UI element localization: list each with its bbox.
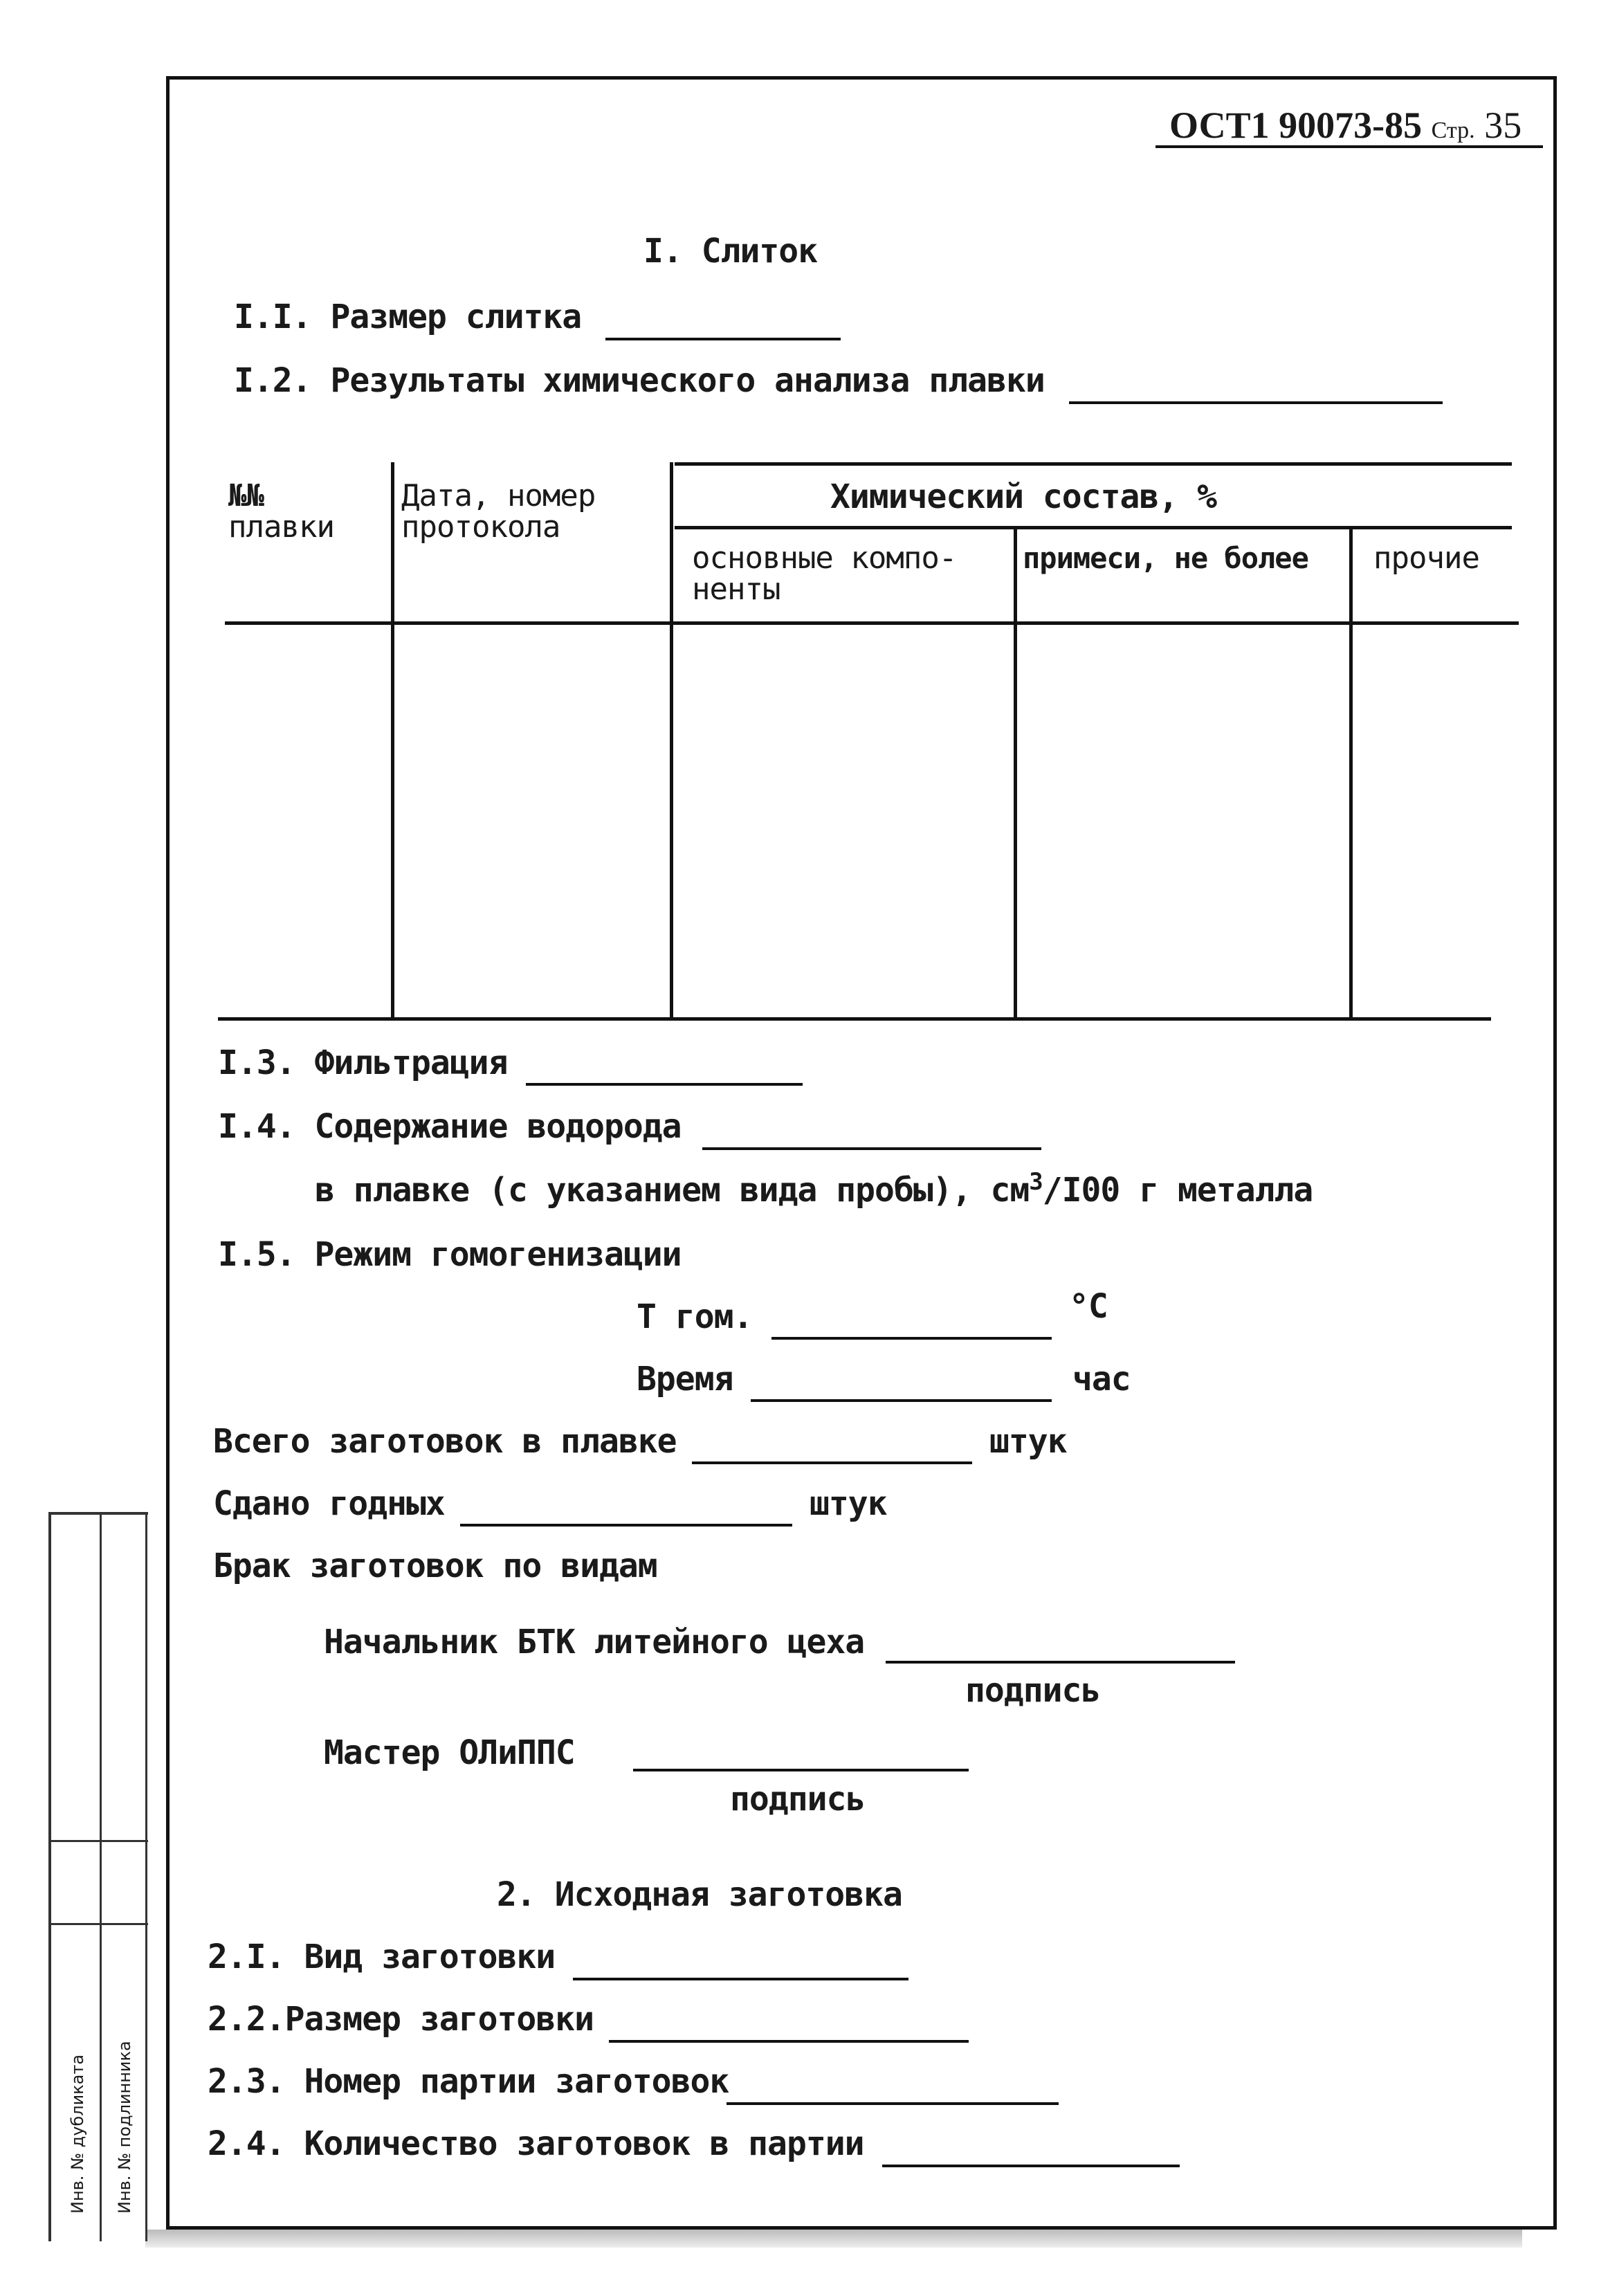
- field-1-5-label: I.5. Режим гомогенизации: [218, 1235, 682, 1274]
- field-1-4-detail: [315, 1168, 1313, 1210]
- doc-code: ОСТ1 90073-85: [1169, 104, 1423, 146]
- field-1-4-label: I.4. Содержание водорода: [218, 1107, 682, 1146]
- defects-label: Брак заготовок по видам: [213, 1547, 657, 1585]
- field-1-4-detail-text: в плавке (с указанием вида пробы), см: [315, 1171, 1030, 1210]
- good-blanks-line[interactable]: [460, 1524, 792, 1527]
- t-hom-line[interactable]: [771, 1337, 1052, 1340]
- field-1-2-label: I.2. Результаты химического анализа плавки: [234, 361, 1045, 400]
- table-header-bottom: [225, 621, 1519, 625]
- time-unit: час: [1072, 1360, 1131, 1398]
- field-2-1-label: 2.I. Вид заготовки: [208, 1938, 556, 1976]
- field-2-1-line[interactable]: [573, 1978, 908, 1980]
- field-2-3-label: 2.3. Номер партии заготовок: [208, 2062, 729, 2101]
- table-top-border: [675, 462, 1512, 466]
- table-subheader-border: [675, 526, 1512, 529]
- table-col-divider-2: [670, 462, 673, 1019]
- sidebar-row-divider-2: [51, 1923, 148, 1925]
- sidebar-row-divider: [51, 1840, 148, 1842]
- sidebar-divider-2: [145, 1515, 147, 2241]
- page-number: 35: [1484, 104, 1522, 146]
- col-header-melt-no-2: плавки: [228, 509, 334, 545]
- field-2-3-line[interactable]: [727, 2102, 1059, 2105]
- time-line[interactable]: [751, 1399, 1052, 1402]
- total-blanks-unit: штук: [989, 1422, 1067, 1461]
- table-col-divider-3: [1014, 526, 1017, 1019]
- t-hom-unit: °С: [1069, 1287, 1108, 1326]
- field-1-4-detail-superscript: 3: [1029, 1168, 1043, 1196]
- total-blanks-label: Всего заготовок в плавке: [213, 1422, 677, 1461]
- col-header-other: прочие: [1373, 540, 1479, 576]
- col-header-impurities: примеси, не более: [1023, 541, 1308, 575]
- field-1-3-label: I.3. Фильтрация: [218, 1044, 508, 1082]
- section2-title: 2. Исходная заготовка: [497, 1875, 902, 1914]
- field-2-4-line[interactable]: [882, 2165, 1180, 2167]
- section1-title: I. Слиток: [643, 232, 818, 271]
- col-header-main-1: основные компо-: [692, 540, 957, 576]
- header-underline: [1155, 145, 1543, 148]
- good-blanks-label: Сдано годных: [213, 1484, 445, 1523]
- field-2-2-line[interactable]: [609, 2040, 969, 2043]
- chief-signature-caption: подпись: [965, 1671, 1101, 1710]
- time-label: Время: [637, 1360, 733, 1398]
- t-hom-label: Т гом.: [637, 1297, 753, 1336]
- col-header-date-2: протокола: [401, 509, 560, 545]
- field-1-4-line[interactable]: [702, 1147, 1041, 1150]
- field-1-3-line[interactable]: [526, 1083, 803, 1086]
- col-header-date-1: Дата, номер: [401, 478, 596, 513]
- sidebar-duplicate-inv: Инв. № дубликата: [68, 2054, 87, 2214]
- sidebar-divider-1: [100, 1515, 102, 2241]
- scan-shadow: [145, 2230, 1522, 2248]
- master-signature-line[interactable]: [633, 1769, 969, 1771]
- sidebar-original-inv: Инв. № подлинника: [115, 2041, 134, 2214]
- chief-label: Начальник БТК литейного цеха: [324, 1623, 865, 1661]
- chief-signature-line[interactable]: [886, 1661, 1235, 1664]
- table-col-divider-4: [1349, 526, 1353, 1019]
- col-header-melt-no-1: №№: [228, 478, 264, 513]
- good-blanks-unit: штук: [810, 1484, 887, 1523]
- field-1-2-line[interactable]: [1069, 401, 1443, 404]
- field-2-2-label: 2.2.Размер заготовки: [208, 2000, 594, 2039]
- field-1-4-detail-unit: /I00 г металла: [1042, 1171, 1313, 1210]
- inventory-sidebar: [48, 1512, 148, 2241]
- total-blanks-line[interactable]: [692, 1461, 972, 1464]
- col-header-chem-comp: Химический состав, %: [830, 477, 1216, 516]
- master-label: Мастер ОЛиППС: [324, 1733, 575, 1772]
- page-prefix: Стр.: [1431, 118, 1475, 143]
- master-signature-caption: подпись: [730, 1780, 866, 1819]
- document-code: [1169, 104, 1522, 147]
- field-1-1-line[interactable]: [605, 338, 841, 340]
- table-col-divider-1: [391, 462, 394, 1019]
- table-bottom-border: [218, 1017, 1491, 1021]
- field-2-4-label: 2.4. Количество заготовок в партии: [208, 2124, 864, 2163]
- field-1-1-label: I.I. Размер слитка: [234, 298, 582, 336]
- col-header-main-2: ненты: [692, 572, 780, 607]
